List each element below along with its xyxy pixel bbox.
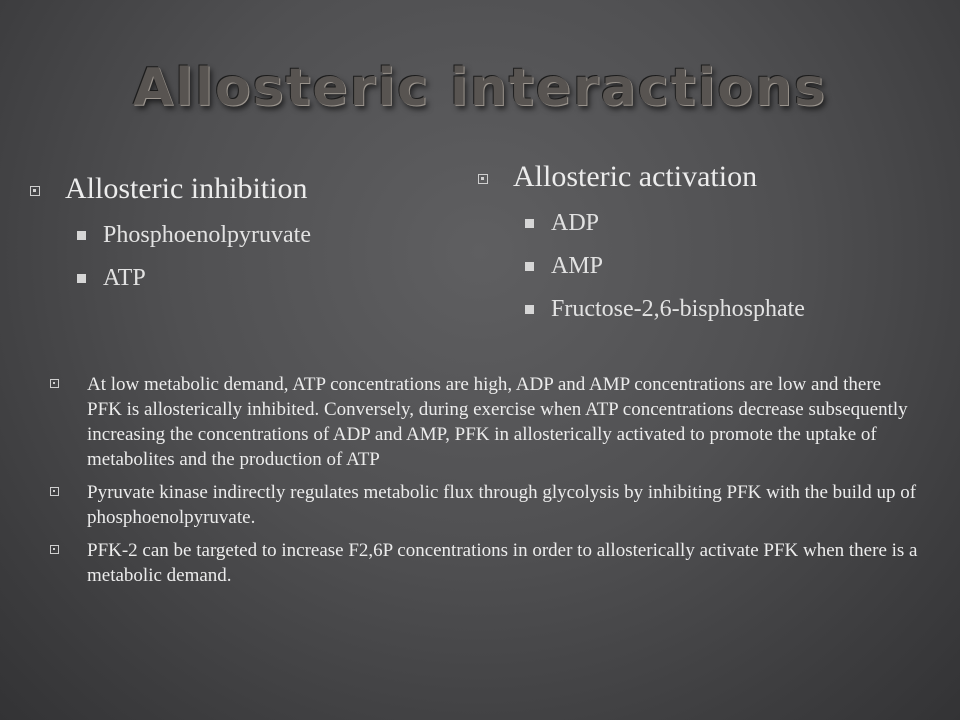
- square-bullet-icon: [77, 274, 86, 283]
- slide-title: Allosteric interactions: [133, 58, 827, 118]
- square-bullet-icon: [525, 305, 534, 314]
- bullet-icon: [478, 174, 488, 184]
- explanation-text: Pyruvate kinase indirectly regulates metabolic flux through glycolysis by inhibiting PFK with the build up of phosphoenolpyruvate.: [87, 482, 917, 528]
- inhibition-column: [30, 172, 311, 292]
- activation-item: [525, 296, 805, 323]
- activation-item-label: ADP: [551, 210, 600, 236]
- explanation-list: [50, 372, 920, 596]
- activation-item-label: Fructose-2,6-bisphosphate: [551, 296, 805, 322]
- activation-item-label: AMP: [551, 253, 604, 279]
- square-bullet-icon: [525, 262, 534, 271]
- activation-item: [525, 253, 805, 280]
- inhibition-heading-row: [30, 172, 311, 206]
- explanation-text: At low metabolic demand, ATP concentrations are high, ADP and AMP concentrations are low and there PFK is allosterically inhibited. Conversely, during exercise when ATP concentrations decrease subsequently increasing the concentrations of ADP and AMP, PFK in allosterically activated to promote the uptake of metabolites and the production of ATP: [87, 374, 908, 470]
- activation-column: [478, 160, 805, 323]
- explanation-paragraph: [50, 538, 920, 588]
- bullet-icon: [50, 379, 59, 388]
- inhibition-item: [77, 222, 311, 249]
- explanation-paragraph: [50, 372, 920, 472]
- activation-heading-row: [478, 160, 805, 194]
- bullet-icon: [30, 186, 40, 196]
- activation-item: [525, 210, 805, 237]
- explanation-paragraph: [50, 480, 920, 530]
- bullet-icon: [50, 545, 59, 554]
- square-bullet-icon: [525, 219, 534, 228]
- bullet-icon: [50, 487, 59, 496]
- activation-heading: Allosteric activation: [513, 160, 758, 193]
- square-bullet-icon: [77, 231, 86, 240]
- inhibition-item-label: Phosphoenolpyruvate: [103, 222, 311, 248]
- explanation-text: PFK-2 can be targeted to increase F2,6P concentrations in order to allosterically activate PFK when there is a metabolic demand.: [87, 540, 918, 586]
- inhibition-item-label: ATP: [103, 265, 146, 291]
- inhibition-item: [77, 265, 311, 292]
- inhibition-heading: Allosteric inhibition: [65, 172, 308, 205]
